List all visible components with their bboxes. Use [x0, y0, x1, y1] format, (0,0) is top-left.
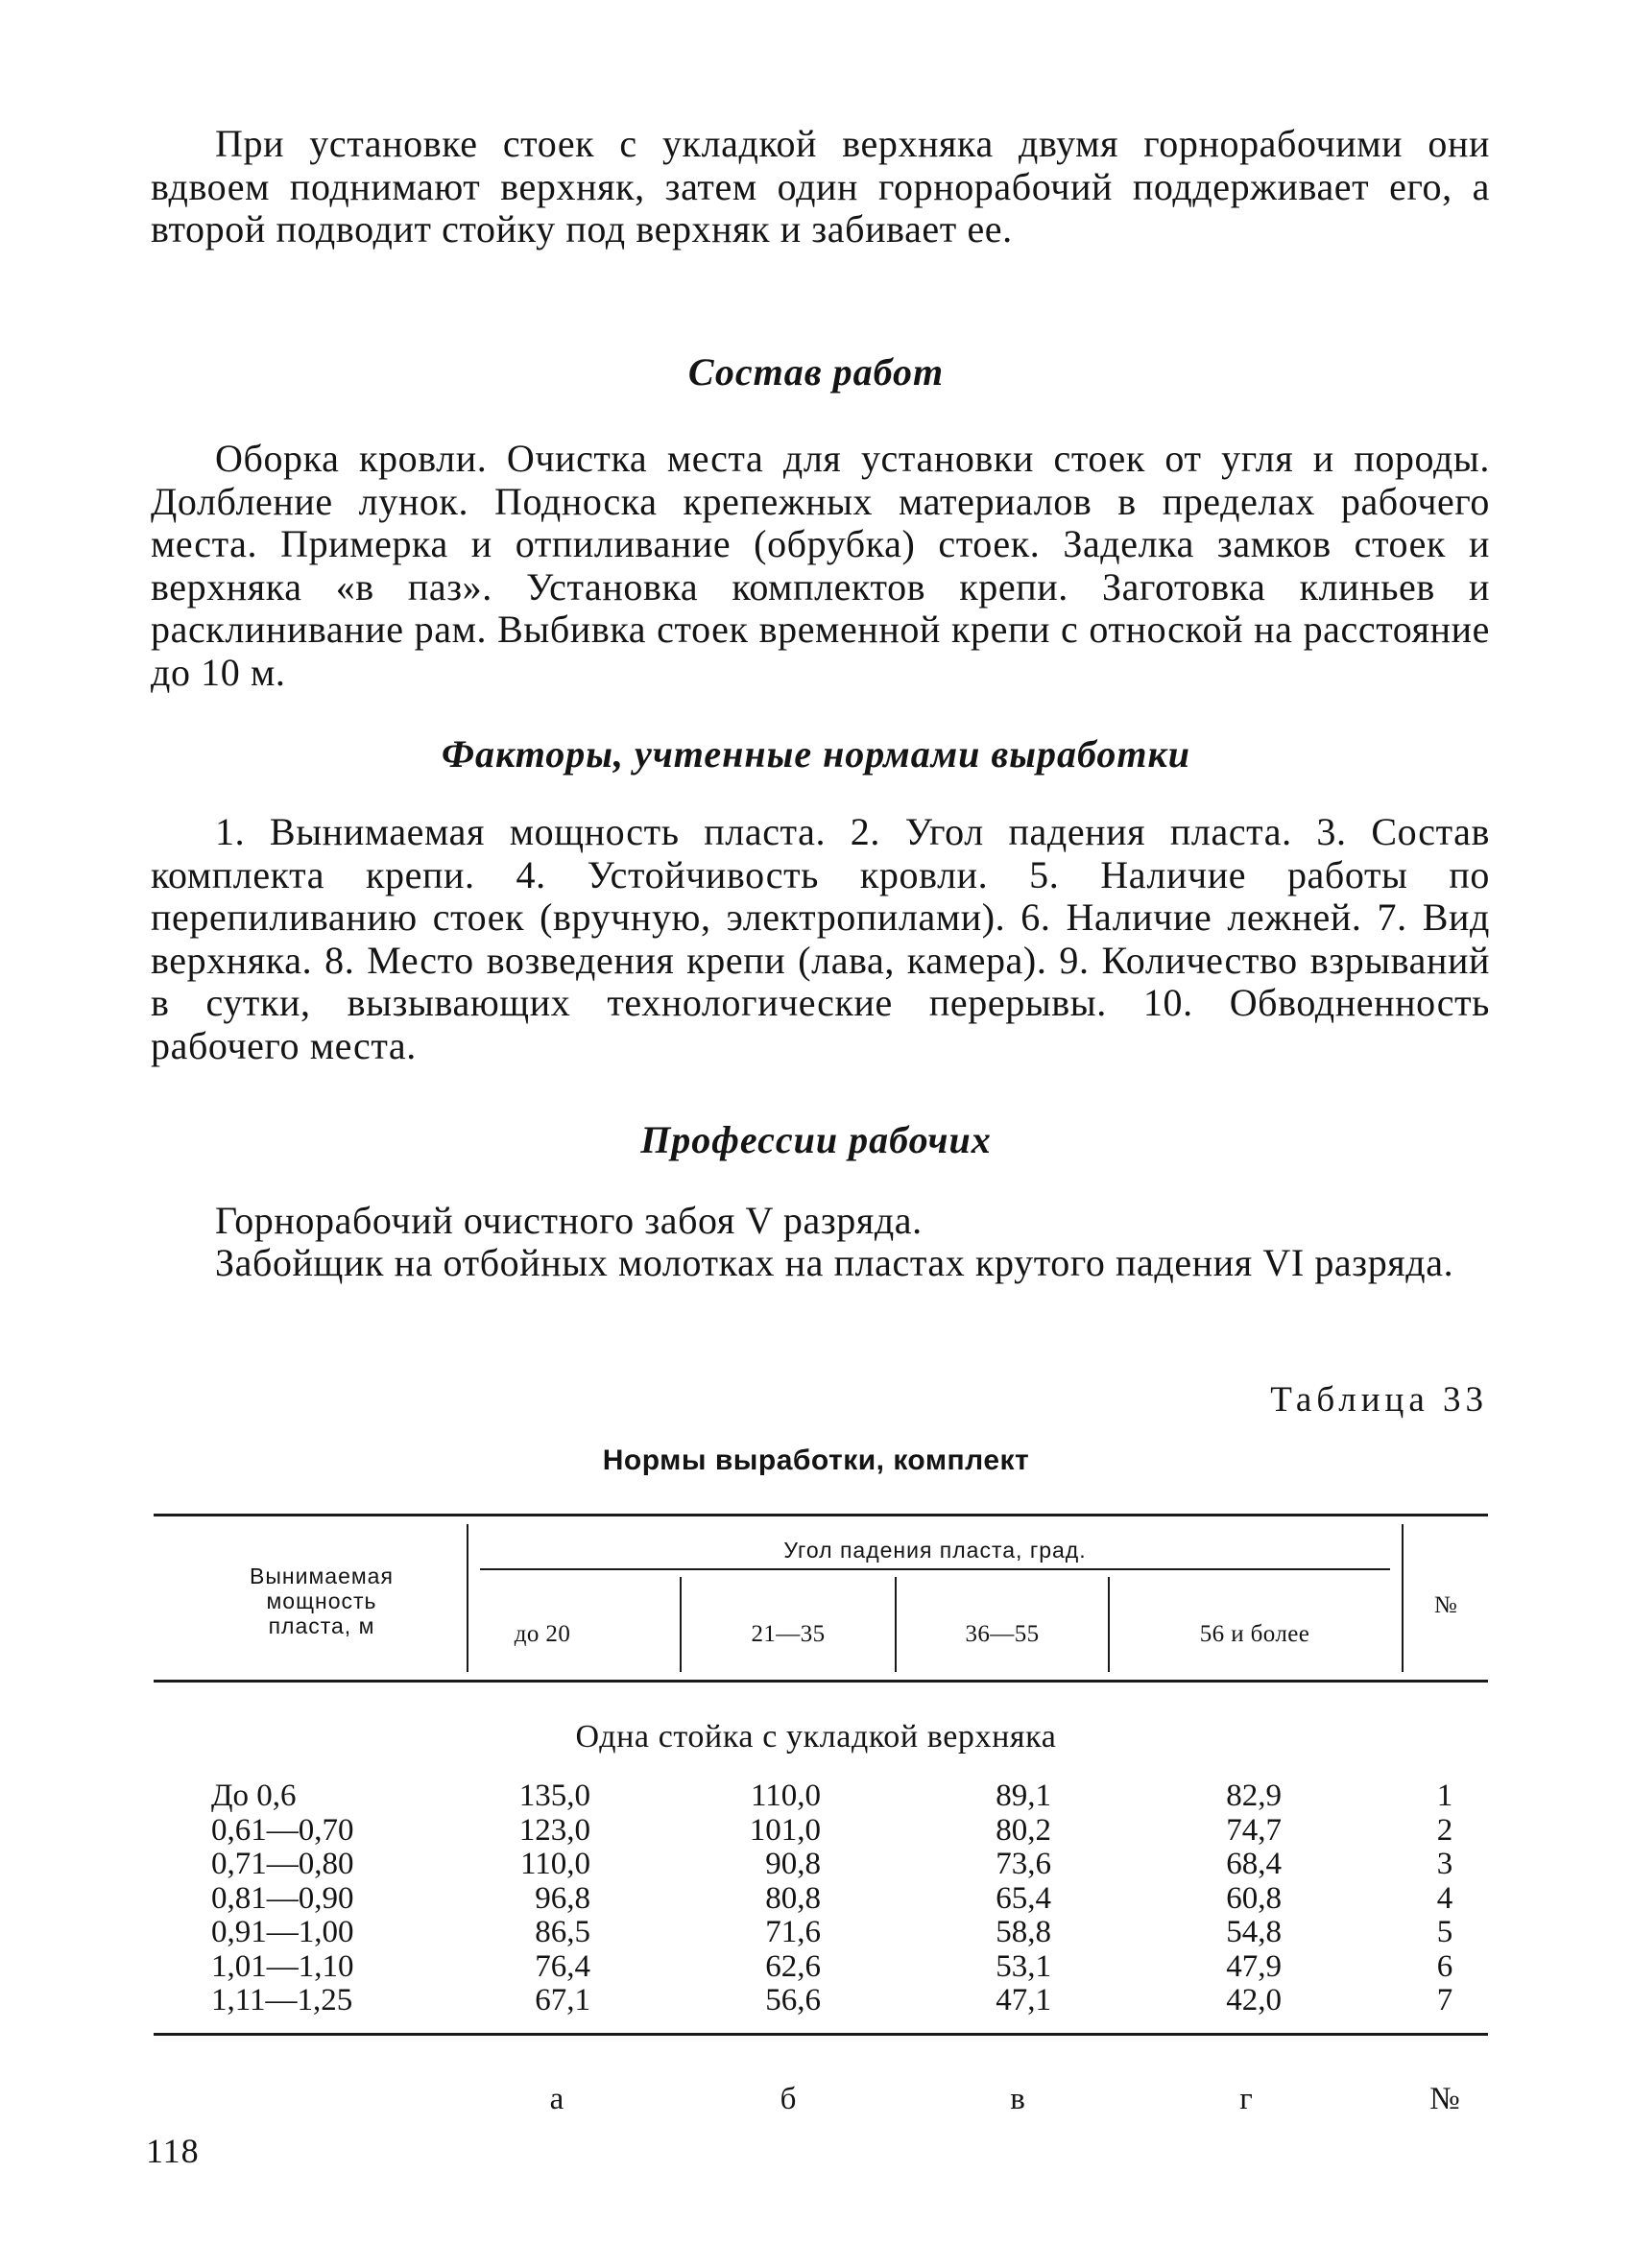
column-letter-number: №	[1429, 2082, 1460, 2116]
paragraph-factors: 1. Вынимаемая мощность пласта. 2. Угол падения пласта. 3. Состав комплекта крепи. 4. Устойчивость кровли. 5. Наличие работы по перепиливанию стоек (вручную, электропилами). 6. Наличие лежней. 7. Вид верхняка. 8. Место возведения крепи (лава, камера). 9. Количество взрываний в сутки, вызывающих технологические перерывы. 10. Обводненность рабочего места.	[151, 810, 1490, 1067]
cell-v: 65,4	[996, 1880, 1051, 1916]
cell-v: 58,8	[996, 1915, 1051, 1949]
column-letter-b: б	[780, 2082, 797, 2116]
cell-thickness: 0,71—0,80	[211, 1847, 354, 1881]
cell-number: 1	[1436, 1779, 1453, 1813]
header-number: №	[1433, 1592, 1458, 1618]
cell-b: 62,6	[765, 1948, 821, 1984]
heading-composition: Состав работ	[687, 350, 945, 394]
header-thickness-line2: мощность	[266, 1588, 377, 1613]
header-divider-1	[467, 1524, 468, 1672]
cell-a: 67,1	[535, 1983, 590, 2017]
cell-number: 2	[1436, 1812, 1453, 1848]
angle-group-rule	[480, 1568, 1390, 1570]
cell-a: 86,5	[535, 1915, 590, 1949]
table-label: Таблица 33	[1270, 1380, 1488, 1420]
cell-b: 90,8	[765, 1847, 821, 1881]
cell-number: 5	[1436, 1915, 1453, 1949]
cell-g: 42,0	[1226, 1983, 1282, 2017]
cell-number: 3	[1436, 1847, 1453, 1881]
cell-v: 53,1	[996, 1948, 1051, 1984]
cell-b: 101,0	[749, 1812, 821, 1848]
header-thickness	[192, 1564, 451, 1638]
cell-g: 74,7	[1226, 1812, 1282, 1848]
cell-a: 76,4	[535, 1948, 590, 1984]
cell-b: 110,0	[750, 1779, 821, 1813]
header-angle-4: 56 и более	[1199, 1621, 1310, 1647]
heading-professions: Профессии рабочих	[640, 1118, 992, 1161]
cell-number: 6	[1436, 1948, 1453, 1984]
header-angle-2: 21—35	[751, 1621, 826, 1647]
header-angle-3: 36—55	[965, 1621, 1040, 1647]
paragraph-intro: При установке стоек с укладкой верхняка двумя горнорабочими они вдвоем поднимают верхняк, затем один горнорабочий поддерживает его, а второй подводит стойку под верхняк и забивает ее.	[151, 122, 1490, 251]
cell-a: 123,0	[518, 1812, 590, 1848]
table-section-label: Одна стойка с укладкой верхняка	[575, 1719, 1057, 1755]
cell-b: 71,6	[765, 1915, 821, 1949]
cell-g: 68,4	[1226, 1847, 1282, 1881]
cell-thickness: До 0,6	[211, 1779, 297, 1813]
column-letter-v: в	[1010, 2082, 1025, 2116]
paragraph-composition: Оборка кровли. Очистка места для установки стоек от угля и породы. Долбление лунок. Подноска крепежных материалов в пределах рабочего места. Примерка и отпиливание (обрубка) стоек. Заделка замков стоек и верхняка «в паз». Установка комплектов крепи. Заготовка клиньев и расклинивание рам. Выбивка стоек временной крепи с отноской на расстояние до 10 м.	[151, 437, 1490, 694]
column-letter-a: а	[549, 2082, 564, 2116]
cell-a: 135,0	[518, 1779, 590, 1813]
cell-g: 82,9	[1226, 1779, 1282, 1813]
cell-number: 7	[1436, 1983, 1453, 2017]
cell-thickness: 1,11—1,25	[211, 1983, 353, 2017]
header-thickness-line3: пласта, м	[268, 1613, 375, 1638]
header-thickness-line1: Вынимаемая	[250, 1564, 394, 1588]
heading-factors: Факторы, учтенные нормами выработки	[441, 732, 1191, 776]
cell-b: 56,6	[765, 1983, 821, 2017]
column-letter-g: г	[1239, 2082, 1253, 2116]
cell-v: 47,1	[996, 1983, 1051, 2017]
cell-a: 110,0	[519, 1847, 590, 1881]
page-number: 118	[146, 2132, 200, 2170]
table-bottom-rule	[154, 2033, 1488, 2036]
cell-thickness: 0,81—0,90	[211, 1880, 354, 1916]
cell-g: 47,9	[1226, 1948, 1282, 1984]
cell-g: 60,8	[1226, 1880, 1282, 1916]
cell-v: 80,2	[996, 1812, 1051, 1848]
cell-thickness: 0,91—1,00	[211, 1915, 354, 1949]
cell-thickness: 0,61—0,70	[211, 1812, 354, 1848]
table-title: Нормы выработки, комплект	[602, 1444, 1030, 1476]
cell-g: 54,8	[1226, 1915, 1282, 1949]
cell-v: 73,6	[996, 1847, 1051, 1881]
cell-v: 89,1	[996, 1779, 1051, 1813]
header-angle-1: до 20	[514, 1621, 571, 1647]
cell-thickness: 1,01—1,10	[211, 1948, 354, 1984]
cell-b: 80,8	[765, 1880, 821, 1916]
header-angle-group: Угол падения пласта, град.	[783, 1538, 1087, 1563]
paragraph-profession-2: Забойщик на отбойных молотках на пластах крутого падения VI разряда.	[215, 1241, 1454, 1284]
cell-a: 96,8	[535, 1880, 590, 1916]
table-top-rule	[154, 1514, 1488, 1516]
cell-number: 4	[1436, 1880, 1453, 1916]
paragraph-profession-1: Горнорабочий очистного забоя V разряда.	[215, 1199, 923, 1242]
header-bottom-rule	[154, 1680, 1488, 1683]
